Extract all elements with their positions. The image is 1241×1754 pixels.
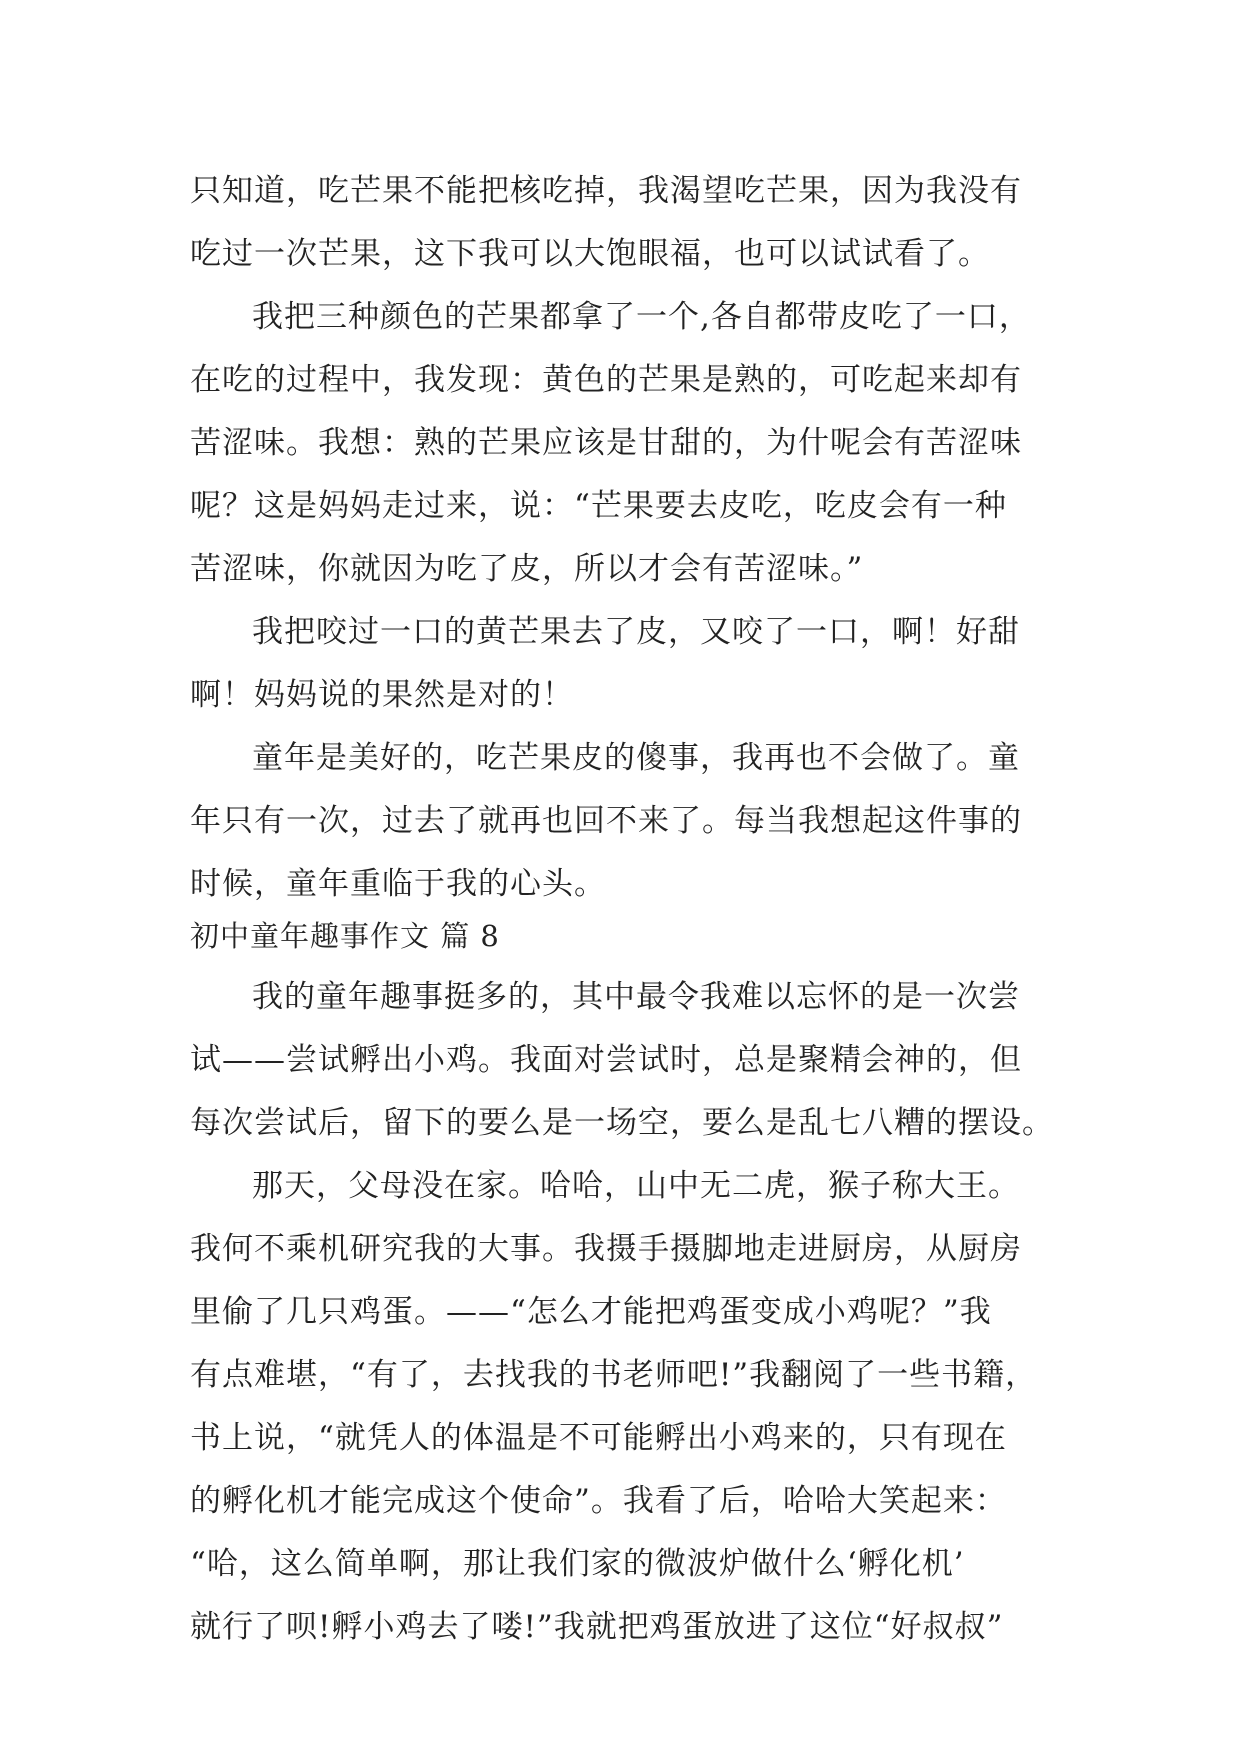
text-line: 呢？这是妈妈走过来，说：“芒果要去皮吃，吃皮会有一种: [190, 488, 1007, 524]
text-line: 啊！妈妈说的果然是对的！: [190, 677, 574, 713]
text-line: 在吃的过程中，我发现：黄色的芒果是熟的，可吃起来却有: [190, 362, 1022, 398]
text-line: 书上说，“就凭人的体温是不可能孵出小鸡来的，只有现在: [190, 1420, 1007, 1456]
text-line: 里偷了几只鸡蛋。——“怎么才能把鸡蛋变成小鸡呢？”我: [190, 1294, 992, 1330]
text-line: 试——尝试孵出小鸡。我面对尝试时，总是聚精会神的，但: [190, 1042, 1022, 1078]
paragraph-first-line: 童年是美好的，吃芒果皮的傻事，我再也不会做了。童: [252, 740, 1020, 776]
text-line: “哈，这么简单啊，那让我们家的微波炉做什么‘孵化机’: [190, 1546, 965, 1582]
essay-body: [190, 160, 1070, 1659]
text-line: 苦涩味。我想：熟的芒果应该是甘甜的，为什呢会有苦涩味: [190, 425, 1022, 461]
text-line: 年只有一次，过去了就再也回不来了。每当我想起这件事的: [190, 803, 1022, 839]
paragraph-first-line: 我的童年趣事挺多的，其中最令我难以忘怀的是一次尝: [252, 979, 1020, 1015]
text-line: 只知道，吃芒果不能把核吃掉，我渴望吃芒果，因为我没有: [190, 173, 1022, 209]
paragraph-first-line: 我把咬过一口的黄芒果去了皮，又咬了一口，啊！好甜: [252, 614, 1020, 650]
text-line: 时候，童年重临于我的心头。: [190, 866, 606, 902]
text-line: 每次尝试后，留下的要么是一场空，要么是乱七八糟的摆设。: [190, 1105, 1054, 1141]
paragraph-first-line: 那天，父母没在家。哈哈，山中无二虎，猴子称大王。: [252, 1168, 1020, 1204]
section-heading: 初中童年趣事作文 篇 8: [190, 919, 500, 953]
text-line: 的孵化机才能完成这个使命”。我看了后，哈哈大笑起来：: [190, 1483, 1007, 1519]
paragraph-first-line: 我把三种颜色的芒果都拿了一个,各自都带皮吃了一口，: [252, 299, 1031, 335]
text-line: 吃过一次芒果，这下我可以大饱眼福，也可以试试看了。: [190, 236, 990, 272]
text-line: 苦涩味，你就因为吃了皮，所以才会有苦涩味。”: [190, 551, 864, 587]
text-line: 我何不乘机研究我的大事。我摄手摄脚地走进厨房，从厨房: [190, 1231, 1022, 1267]
text-line: 有点难堪，“有了，去找我的书老师吧!”我翻阅了一些书籍，: [190, 1357, 1038, 1393]
text-line: 就行了呗!孵小鸡去了喽!”我就把鸡蛋放进了这位“好叔叔”: [190, 1609, 1004, 1645]
